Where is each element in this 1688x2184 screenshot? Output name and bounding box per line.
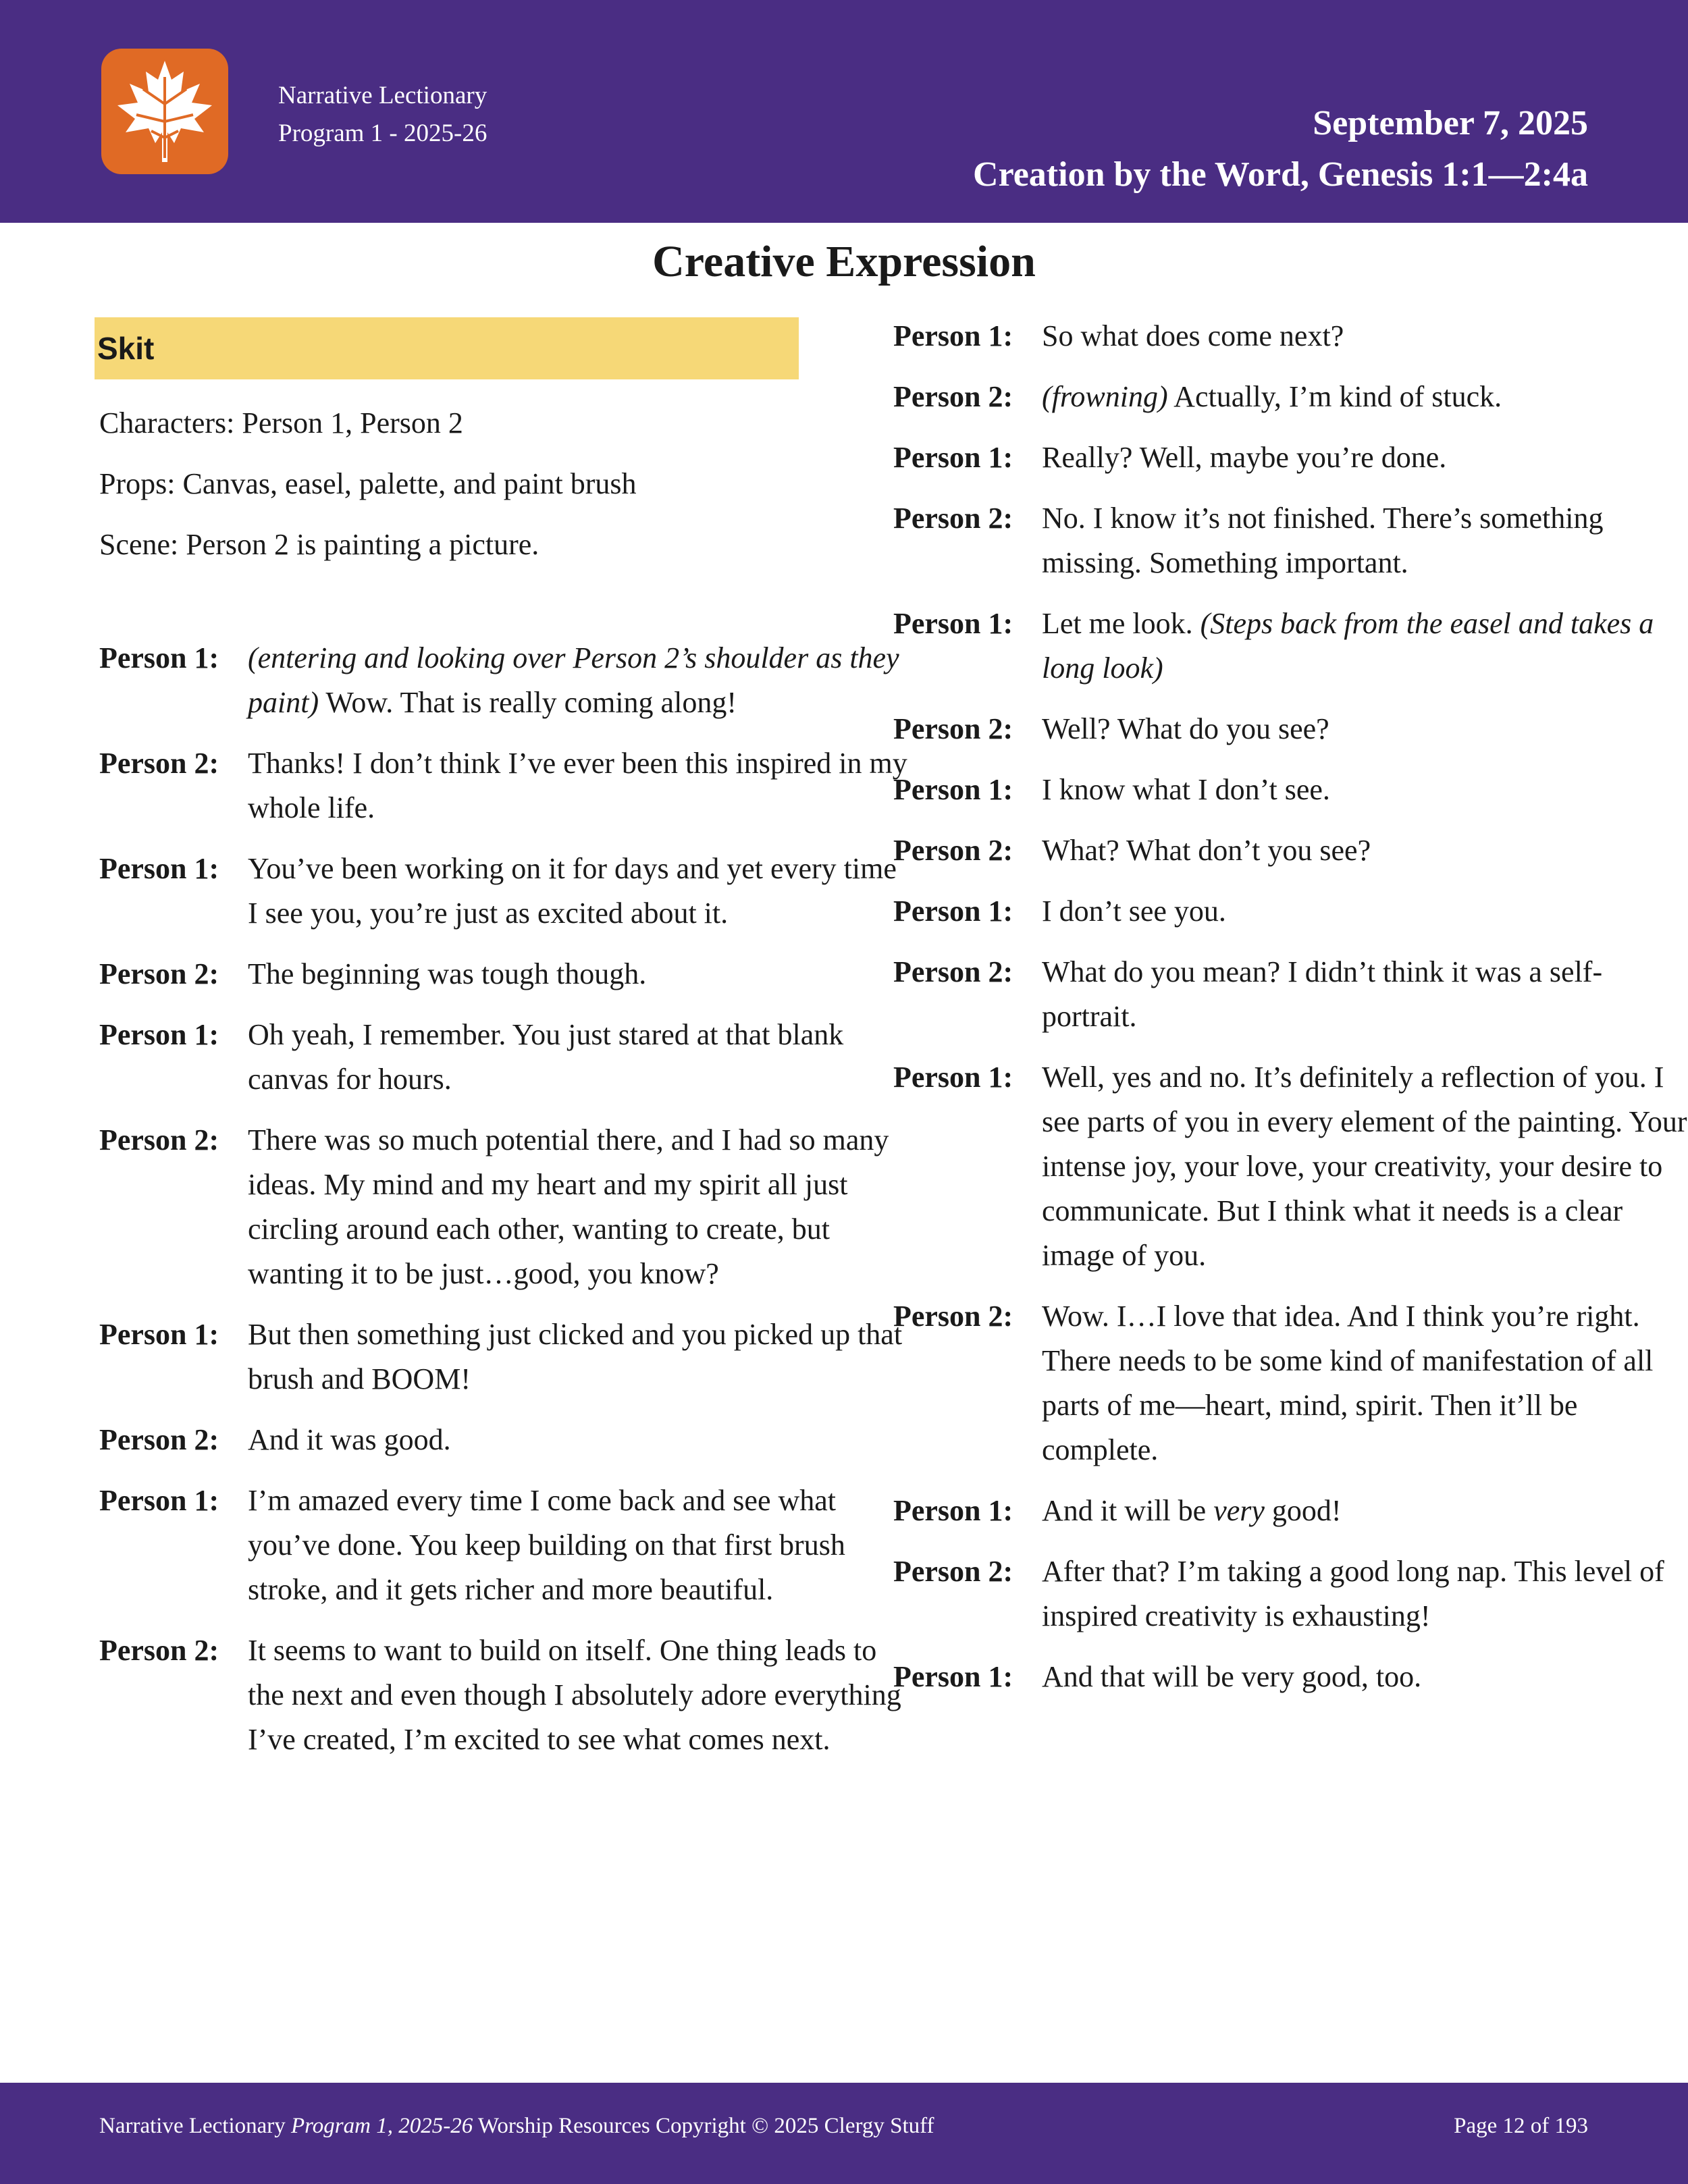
dialogue-line xyxy=(893,435,1688,480)
speech-text: And that will be very good, too. xyxy=(1042,1660,1422,1693)
stage-direction: (Steps back from the easel and takes a long look) xyxy=(1042,607,1654,685)
speaker-label: Person 2: xyxy=(893,1300,1013,1333)
sermon-date: September 7, 2025 xyxy=(1313,104,1588,142)
dialogue-line xyxy=(99,1312,909,1402)
characters-line: Characters: Person 1, Person 2 xyxy=(99,406,463,440)
dialogue-line xyxy=(893,950,1688,1039)
scene-line: Scene: Person 2 is painting a picture. xyxy=(99,528,539,561)
speech-text: It seems to want to build on itself. One thing leads to the next and even though I absolutely adore everything I’ve created, I’m excited to see what comes next. xyxy=(248,1634,901,1756)
sermon-reading: Creation by the Word, Genesis 1:1—2:4a xyxy=(973,155,1588,194)
dialogue-line xyxy=(99,847,909,936)
dialogue-line xyxy=(99,636,909,725)
dialogue-column-left xyxy=(99,636,909,1778)
speaker-label: Person 1: xyxy=(893,1660,1013,1693)
page-title: Creative Expression xyxy=(652,237,1036,286)
dialogue-line xyxy=(893,828,1688,873)
dialogue-line xyxy=(99,1418,909,1462)
dialogue-column-right xyxy=(893,314,1688,1715)
speech-text: Oh yeah, I remember. You just stared at that blank canvas for hours. xyxy=(248,1018,844,1096)
dialogue-line xyxy=(893,375,1688,419)
speech-text: Thanks! I don’t think I’ve ever been this inspired in my whole life. xyxy=(248,747,907,824)
speaker-label: Person 2: xyxy=(99,1423,219,1456)
program-name: Narrative Lectionary xyxy=(278,82,487,109)
dialogue-line xyxy=(893,1055,1688,1278)
speech-text: Well, yes and no. It’s definitely a reflection of you. I see parts of you in every element of the painting. Your intense joy, your love, your creativity, your desire to communicate. But I think what it needs is a clear image of you. xyxy=(1042,1061,1687,1272)
skit-intro xyxy=(99,393,801,575)
speech-text: After that? I’m taking a good long nap. This level of inspired creativity is exhausting! xyxy=(1042,1555,1664,1632)
speech-text: I know what I don’t see. xyxy=(1042,773,1330,806)
dialogue-line xyxy=(99,1013,909,1102)
speaker-label: Person 2: xyxy=(893,380,1013,413)
copyright-notice: Narrative Lectionary Program 1, 2025-26 Worship Resources Copyright © 2025 Clergy Stuff xyxy=(99,2114,934,2138)
speaker-label: Person 2: xyxy=(893,834,1013,867)
speech-text: You’ve been working on it for days and yet every time I see you, you’re just as excited about it. xyxy=(248,852,897,930)
dialogue-line xyxy=(99,741,909,830)
speaker-label: Person 1: xyxy=(893,441,1013,474)
stage-direction: (entering and looking over Person 2’s shoulder as they paint) xyxy=(248,641,899,719)
speaker-label: Person 2: xyxy=(99,957,219,990)
dialogue-line xyxy=(893,314,1688,358)
page-number: Page 12 of 193 xyxy=(1454,2114,1588,2138)
speech-text: But then something just clicked and you picked up that brush and BOOM! xyxy=(248,1318,903,1395)
dialogue-line xyxy=(893,768,1688,812)
maple-leaf-icon xyxy=(111,57,219,166)
dialogue-line xyxy=(893,496,1688,585)
dialogue-line xyxy=(893,889,1688,934)
speech-text: I’m amazed every time I come back and see what you’ve done. You keep building on that first brush stroke, and it gets richer and more beautiful. xyxy=(248,1484,845,1606)
speech-text: The beginning was tough though. xyxy=(248,957,647,990)
dialogue-line xyxy=(893,1294,1688,1472)
speaker-label: Person 1: xyxy=(99,641,219,674)
dialogue-line xyxy=(893,602,1688,691)
section-heading: Skit xyxy=(95,317,799,379)
dialogue-line xyxy=(99,1479,909,1612)
speaker-label: Person 1: xyxy=(99,1018,219,1051)
speaker-label: Person 1: xyxy=(893,1061,1013,1094)
speech-text: What do you mean? I didn’t think it was a self-portrait. xyxy=(1042,955,1603,1033)
speaker-label: Person 2: xyxy=(99,1634,219,1667)
speaker-label: Person 1: xyxy=(893,319,1013,352)
speaker-label: Person 2: xyxy=(99,1123,219,1156)
speaker-label: Person 2: xyxy=(893,712,1013,745)
program-info xyxy=(278,77,487,153)
dialogue-line xyxy=(893,707,1688,751)
speech-text: And it will be very good! xyxy=(1042,1494,1342,1527)
speech-text: Let me look. (Steps back from the easel and takes a long look) xyxy=(1042,607,1654,685)
speaker-label: Person 1: xyxy=(893,895,1013,928)
speech-text: What? What don’t you see? xyxy=(1042,834,1371,867)
speech-text: (frowning) Actually, I’m kind of stuck. xyxy=(1042,380,1502,413)
page-header xyxy=(0,0,1688,223)
speaker-label: Person 1: xyxy=(99,1318,219,1351)
speech-text: (entering and looking over Person 2’s shoulder as they paint) Wow. That is really coming along! xyxy=(248,641,899,719)
dialogue-line xyxy=(99,1628,909,1762)
speech-text: There was so much potential there, and I had so many ideas. My mind and my heart and my spirit all just circling around each other, wanting to create, but wanting it to be just…good, you know? xyxy=(248,1123,889,1290)
speaker-label: Person 1: xyxy=(893,607,1013,640)
speech-text: Well? What do you see? xyxy=(1042,712,1329,745)
speaker-label: Person 2: xyxy=(99,747,219,780)
page-footer xyxy=(0,2083,1688,2184)
speech-text: Really? Well, maybe you’re done. xyxy=(1042,441,1447,474)
speech-text: I don’t see you. xyxy=(1042,895,1226,928)
program-year: Program 1 - 2025-26 xyxy=(278,119,487,147)
stage-direction: (frowning) xyxy=(1042,380,1168,413)
speaker-label: Person 1: xyxy=(99,852,219,885)
emphasis: very xyxy=(1213,1494,1265,1527)
dialogue-line xyxy=(893,1549,1688,1639)
speech-text: Wow. I…I love that idea. And I think you’re right. There needs to be some kind of manifestation of all parts of me—heart, mind, spirit. Then it’ll be complete. xyxy=(1042,1300,1654,1466)
speech-text: So what does come next? xyxy=(1042,319,1344,352)
dialogue-line xyxy=(893,1489,1688,1533)
speaker-label: Person 2: xyxy=(893,955,1013,988)
speaker-label: Person 2: xyxy=(893,502,1013,535)
sermon-heading xyxy=(973,98,1588,201)
dialogue-line xyxy=(99,1118,909,1296)
speech-text: And it was good. xyxy=(248,1423,451,1456)
speaker-label: Person 1: xyxy=(99,1484,219,1517)
dialogue-line xyxy=(893,1655,1688,1699)
speech-text: No. I know it’s not finished. There’s something missing. Something important. xyxy=(1042,502,1604,579)
dialogue-line xyxy=(99,952,909,996)
speaker-label: Person 1: xyxy=(893,773,1013,806)
props-line: Props: Canvas, easel, palette, and paint brush xyxy=(99,467,637,500)
speaker-label: Person 2: xyxy=(893,1555,1013,1588)
speaker-label: Person 1: xyxy=(893,1494,1013,1527)
program-logo xyxy=(101,49,228,174)
